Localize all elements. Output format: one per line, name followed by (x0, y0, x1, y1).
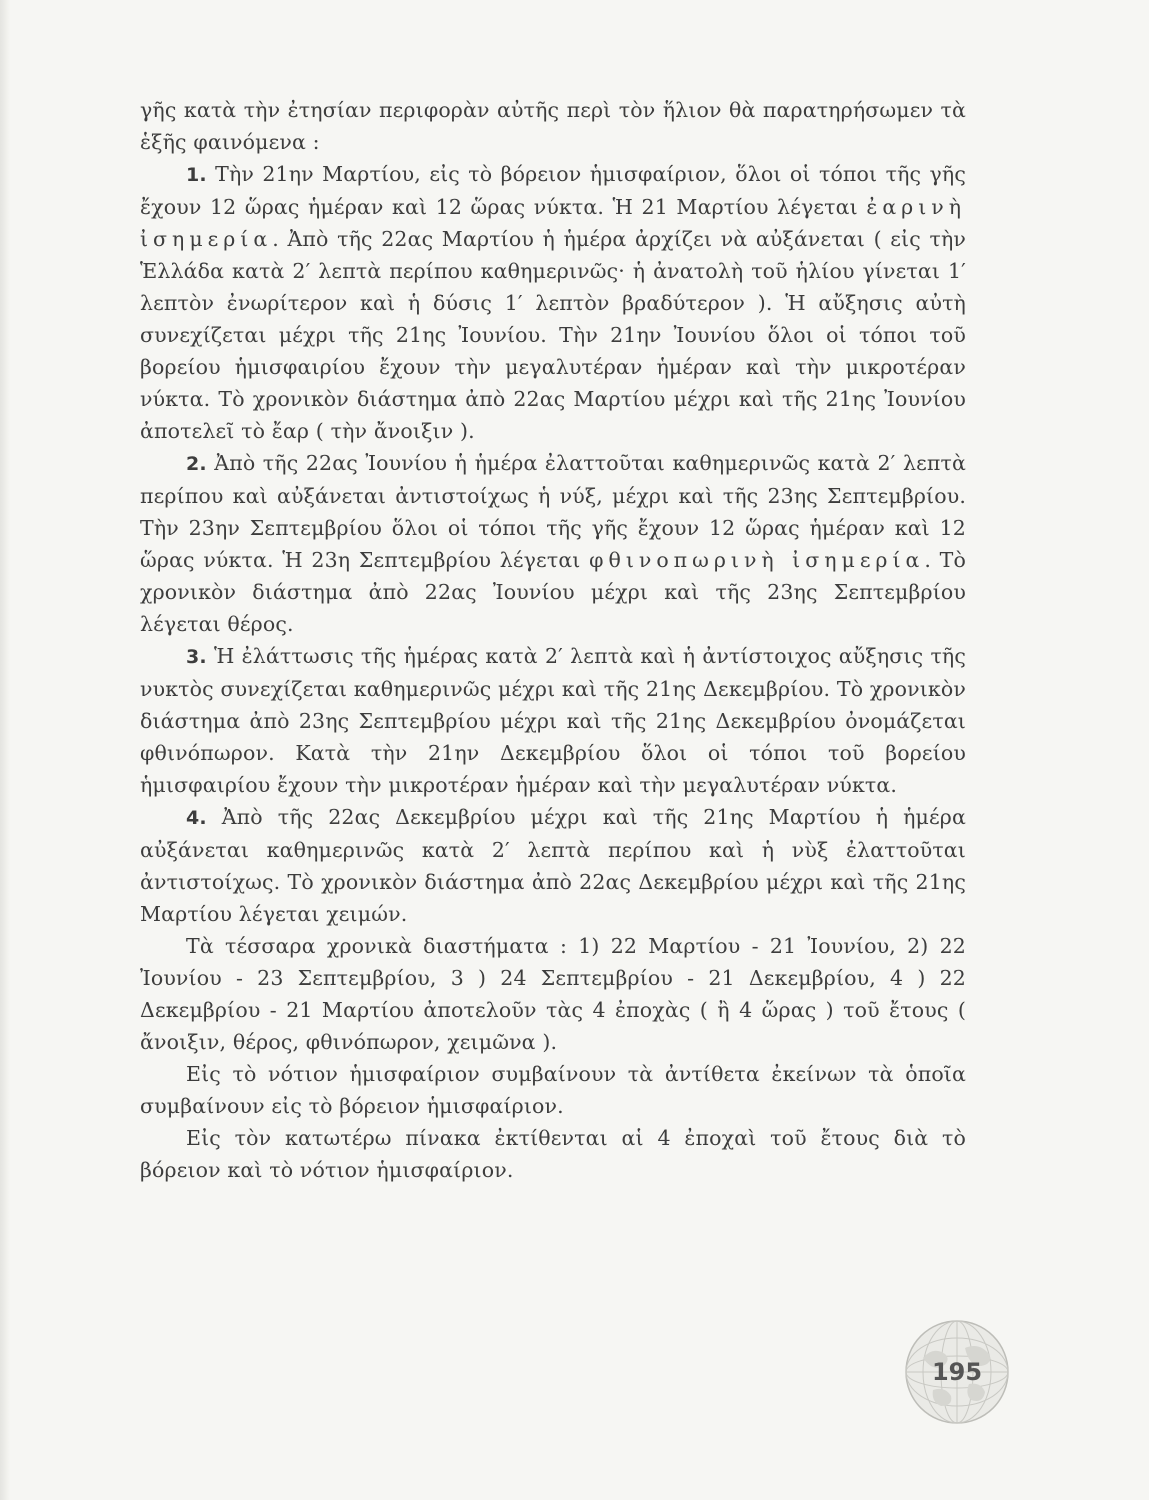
paragraph-2-text-b: . Τὸ χρονικὸν διάστημα ἀπὸ 22ας Ἰουνίου μέχρι καὶ τῆς 23ης Σεπτεμβρίου λέγεται θέρος. (140, 548, 966, 636)
term-autumn-equinox: φθινοπωρινὴ ἰσημερία (589, 548, 925, 572)
paragraph-5: Τὰ τέσσαρα χρονικὰ διαστήματα : 1) 22 Μαρτίου - 21 Ἰουνίου, 2) 22 Ἰουνίου - 23 Σεπτεμβρίου, 3 ) 24 Σεπτεμβρίου - 21 Δεκεμβρίου, 4 ) 22 Δεκεμβρίου - 21 Μαρτίου ἀποτελοῦν τὰς 4 ἐποχὰς ( ἢ 4 ὥρας ) τοῦ ἔτους ( ἄνοιξιν, θέρος, φθινόπωρον, χειμῶνα ). (140, 934, 966, 1054)
paragraph-intro: γῆς κατὰ τὴν ἐτησίαν περιφορὰν αὐτῆς περὶ τὸν ἥλιον θὰ παρατηρήσωμεν τὰ ἑξῆς φαινόμενα : (140, 98, 966, 154)
paragraph-7: Εἰς τὸν κατωτέρω πίνακα ἐκτίθενται αἱ 4 ἐποχαὶ τοῦ ἔτους διὰ τὸ βόρειον καὶ τὸ νότιον ἡμισφαίριον. (140, 1126, 966, 1182)
page-number: 195 (931, 1358, 983, 1386)
paragraph-2 (140, 447, 966, 640)
paragraph-3 (140, 640, 966, 801)
paragraph-1 (140, 158, 966, 447)
paragraph-2-number: 2. (186, 453, 207, 475)
paragraph-1-number: 1. (186, 164, 207, 186)
paragraph-1-text-a: Τὴν 21ην Μαρτίου, εἰς τὸ βόρειον ἡμισφαίριον, ὅλοι οἱ τόποι τῆς γῆς ἔχουν 12 ὥρας ἡμέραν καὶ 12 ὥρας νύκτα. Ἡ 21 Μαρτίου λέγεται (140, 162, 966, 219)
paragraph-3-number: 3. (186, 646, 207, 668)
body-text (140, 94, 966, 1186)
paragraph-1-text-b: . Ἀπὸ τῆς 22ας Μαρτίου ἡ ἡμέρα ἀρχίζει νὰ αὐξάνεται ( εἰς τὴν Ἑλλάδα κατὰ 2′ λεπτὰ περίπου καθημερινῶς· ἡ ἀνατολὴ τοῦ ἡλίου γίνεται 1′ λεπτὸν ἐνωρίτερον καὶ ἡ δύσις 1′ λεπτὸν βραδύτερον ). Ἡ αὔξησις αὐτὴ συνεχίζεται μέχρι τῆς 21ης Ἰουνίου. Τὴν 21ην Ἰουνίου ὅλοι οἱ τόποι τοῦ βορείου ἡμισφαιρίου ἔχουν τὴν μεγαλυτέραν ἡμέραν καὶ τὴν μικροτέραν νύκτα. Τὸ χρονικὸν διάστημα ἀπὸ 22ας Μαρτίου μέχρι καὶ τῆς 21ης Ἰουνίου ἀποτελεῖ τὸ ἔαρ ( τὴν ἄνοιξιν ). (140, 227, 966, 443)
paragraph-2-text-a: Ἀπὸ τῆς 22ας Ἰουνίου ἡ ἡμέρα ἐλαττοῦται καθημερινῶς κατὰ 2′ λεπτὰ περίπου καὶ αὐξάνεται ἀντιστοίχως ἡ νύξ, μέχρι καὶ τῆς 23ης Σεπτεμβρίου. Τὴν 23ην Σεπτεμβρίου ὅλοι οἱ τόποι τῆς γῆς ἔχουν 12 ὥρας ἡμέραν καὶ 12 ὥρας νύκτα. Ἡ 23η Σεπτεμβρίου λέγεται (140, 451, 966, 572)
paragraph-6: Εἰς τὸ νότιον ἡμισφαίριον συμβαίνουν τὰ ἀντίθετα ἐκείνων τὰ ὁποῖα συμβαίνουν εἰς τὸ βόρειον ἡμισφαίριον. (140, 1062, 966, 1118)
page-edge-shadow (0, 0, 10, 1500)
paragraph-4 (140, 801, 966, 930)
paragraph-4-text: Ἀπὸ τῆς 22ας Δεκεμβρίου μέχρι καὶ τῆς 21ης Μαρτίου ἡ ἡμέρα αὐξάνεται καθημερινῶς κατὰ 2′ λεπτὰ περίπου καὶ ἡ νὺξ ἐλαττοῦται ἀντιστοίχως. Τὸ χρονικὸν διάστημα ἀπὸ 22ας Δεκεμβρίου μέχρι καὶ τῆς 21ης Μαρτίου λέγεται χειμών. (140, 805, 966, 926)
paragraph-3-text: Ἡ ἐλάττωσις τῆς ἡμέρας κατὰ 2′ λεπτὰ καὶ ἡ ἀντίστοιχος αὔξησις τῆς νυκτὸς συνεχίζεται καθημερινῶς μέχρι καὶ τῆς 21ης Δεκεμβρίου. Τὸ χρονικὸν διάστημα ἀπὸ 23ης Σεπτεμβρίου μέχρι καὶ τῆς 21ης Δεκεμβρίου ὀνομάζεται φθινόπωρον. Κατὰ τὴν 21ην Δεκεμβρίου ὅλοι οἱ τόποι τοῦ βορείου ἡμισφαιρίου ἔχουν τὴν μικροτέραν ἡμέραν καὶ τὴν μεγαλυτέραν νύκτα. (140, 644, 966, 797)
term-spring-equinox: ἐαρινὴ ἰσημερία (140, 195, 966, 251)
paragraph-4-number: 4. (186, 807, 207, 829)
